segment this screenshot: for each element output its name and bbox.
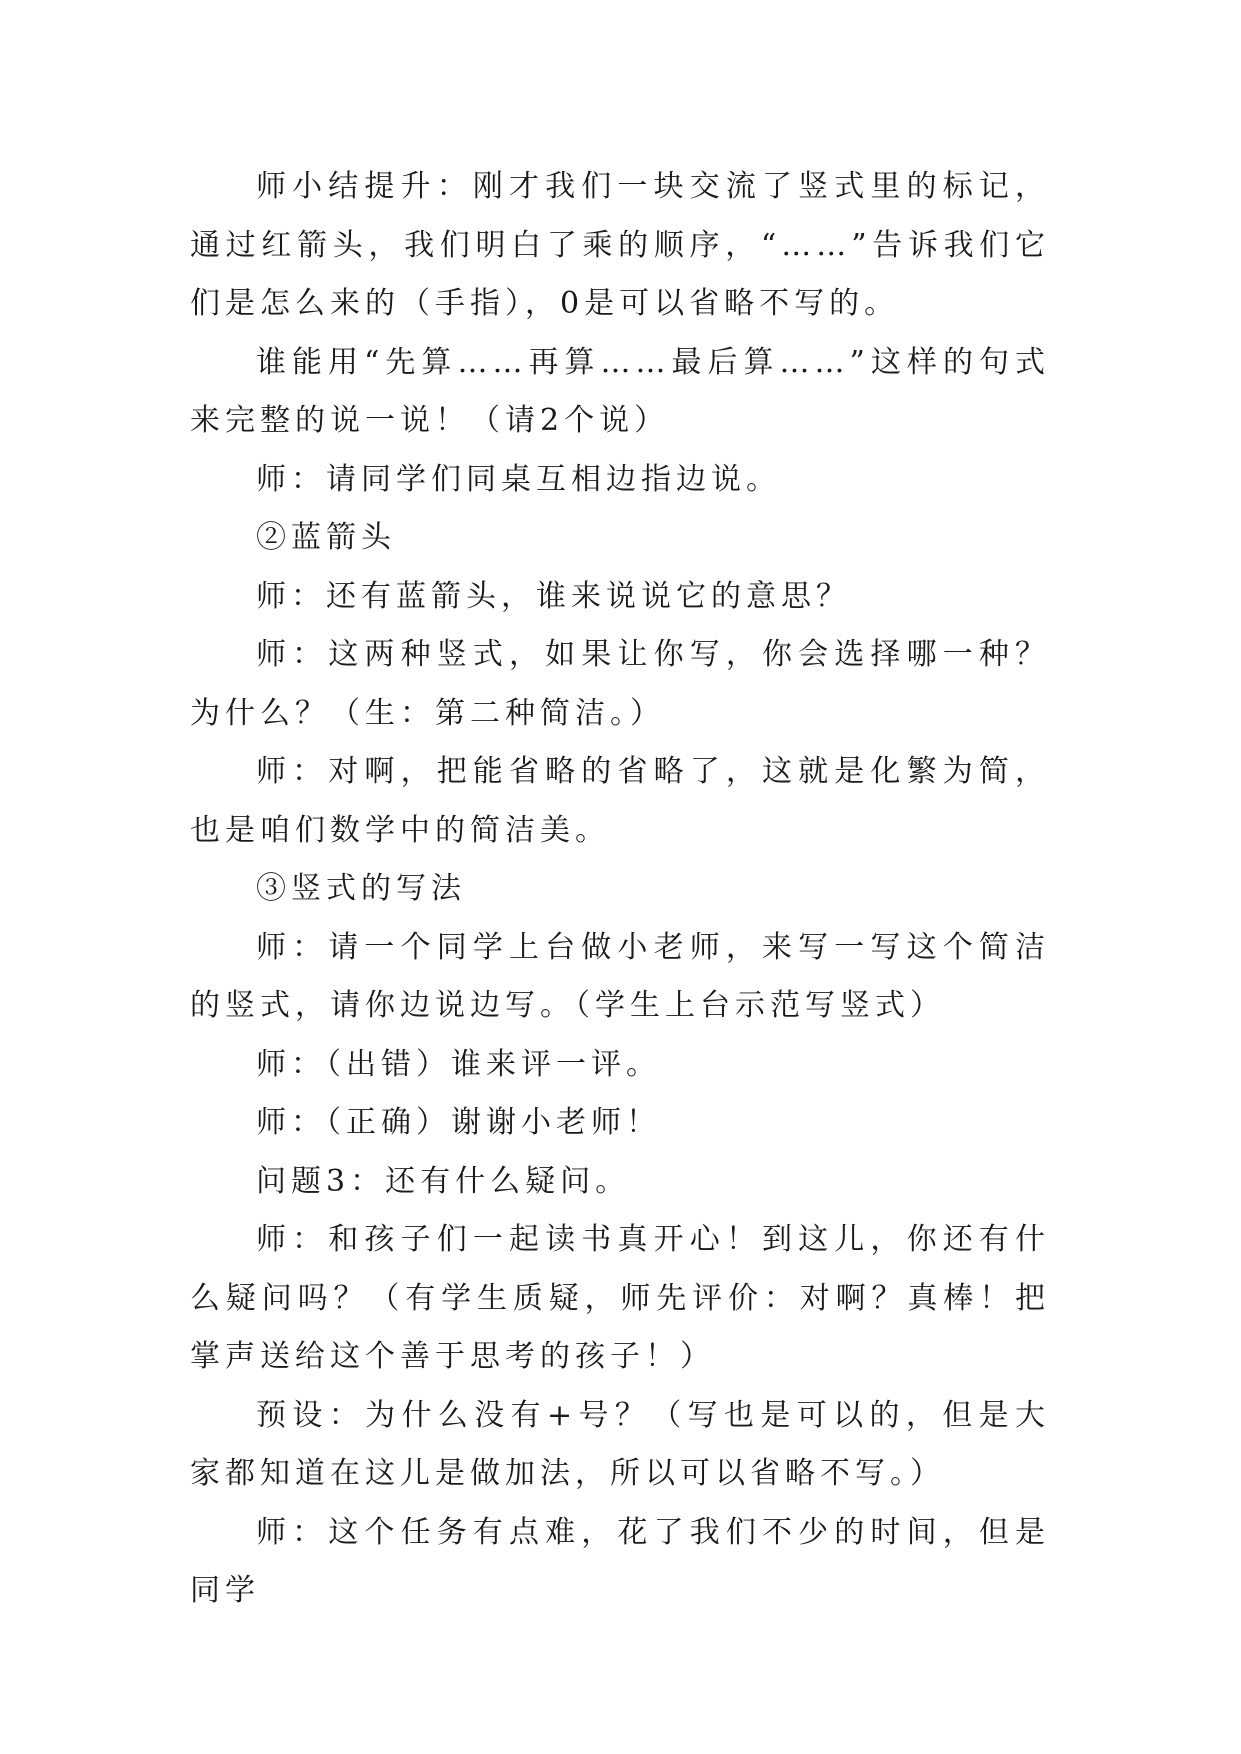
paragraph-sentence-pattern: 谁能用“先算……再算……最后算……”这样的句式来完整的说一说！（请2个说） [190,344,1050,438]
paragraph-task-difficult: 师：这个任务有点难，花了我们不少的时间，但是同学 [190,1514,1050,1608]
paragraph-concise-beauty: 师：对啊，把能省略的省略了，这就是化繁为简，也是咱们数学中的简洁美。 [190,754,1050,848]
paragraph-blue-arrow-question: 师：还有蓝箭头，谁来说说它的意思？ [256,578,851,614]
paragraph-two-forms: 师：这两种竖式，如果让你写，你会选择哪一种？为什么？（生：第二种简洁。） [190,637,1050,731]
paragraph-presupposition: 预设：为什么没有+号？（写也是可以的，但是大家都知道在这儿是做加法，所以可以省略不写。） [190,1397,1050,1491]
paragraph-mistake: 师：（出错）谁来评一评。 [256,1046,661,1082]
paragraph-question-3: 问题3：还有什么疑问。 [256,1163,631,1199]
paragraph-any-questions: 师：和孩子们一起读书真开心！到这儿，你还有什么疑问吗？（有学生质疑，师先评价：对啊？真棒！把掌声送给这个善于思考的孩子！） [190,1222,1050,1374]
paragraph-deskmate-practice: 师：请同学们同桌互相边指边说。 [256,461,781,497]
paragraph-heading-writing-method: ③竖式的写法 [256,871,466,906]
paragraph-little-teacher: 师：请一个同学上台做小老师，来写一写这个简洁的竖式，请你边说边写。（学生上台示范写竖式） [190,929,1050,1023]
paragraph-teacher-summary: 师小结提升：刚才我们一块交流了竖式里的标记，通过红箭头，我们明白了乘的顺序，“……”告诉我们它们是怎么来的（手指），0是可以省略不写的。 [190,169,1050,321]
document-body [190,158,1050,1621]
paragraph-correct: 师：（正确）谢谢小老师！ [256,1105,661,1140]
paragraph-heading-blue-arrow: ②蓝箭头 [256,520,396,555]
